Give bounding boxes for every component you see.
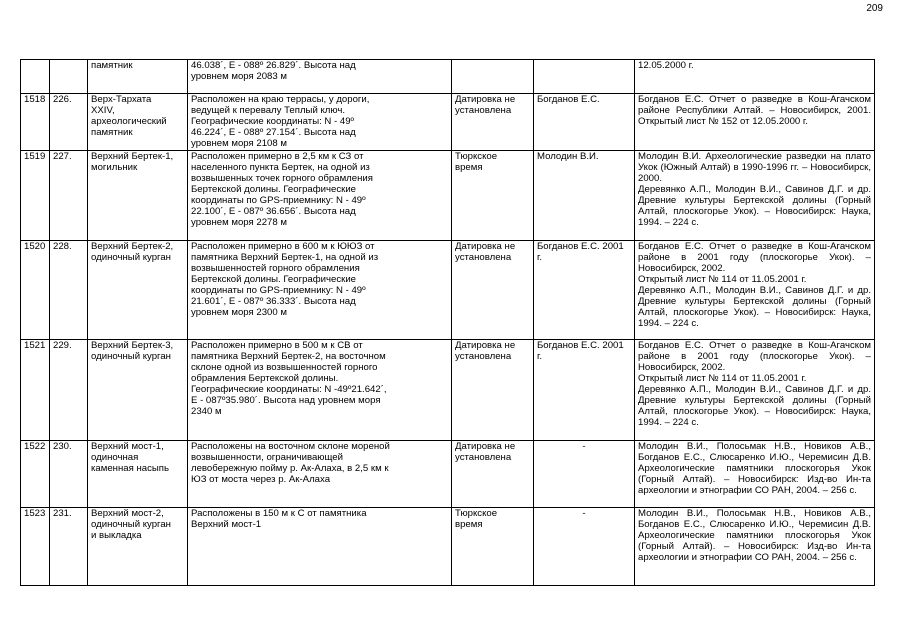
monument-name-cell-line: и выкладка [91,530,142,541]
item-number-cell: 226. [50,94,88,151]
location-description-cell [188,151,452,241]
item-number-cell: 228. [50,241,88,340]
registry-id-cell: 1522 [21,441,50,508]
location-description-cell [188,94,452,151]
table-row [21,241,875,340]
location-description-cell-line: 46.038´, E - 088º 26.829´. Высота над [191,60,356,71]
location-description-cell-line: памятника Верхний Бертек-2, на восточном [191,351,386,362]
author-cell: Богданов Е.С. [534,94,635,151]
monument-name-cell [88,340,188,441]
literature-cell-line: Открытый лист № 114 от 11.05.2001 г. [638,373,807,384]
location-description-cell-line: E - 087º35.980´. Высота над уровнем моря [191,395,381,406]
item-number-cell [50,60,88,94]
monument-name-cell-line: Верхний Бертек-2, [91,241,174,252]
location-description-cell-line: уровнем моря 2300 м [191,307,287,318]
dating-cell-line: Датировка не [455,441,516,452]
location-description-cell-line: возвышенности, ограничивающей [191,452,343,463]
literature-cell-line: Деревянко А.П., Молодин В.И., Савинов Д.Г. и др. Древние культуры Бертекской долины (Горный Алтай, плоскогорье Укок). – Новосибирск: Наука, 1994. – 224 с. [638,184,871,228]
table-row [21,60,875,94]
location-description-cell-line: ЮЗ от моста через р. Ак-Алаха [191,474,331,485]
dating-cell-line: установлена [455,351,512,362]
location-description-cell-line: Бертекской долины. Географические [191,184,357,195]
location-description-cell-line: координаты по GPS-приемнику: N - 49º [191,285,366,296]
monument-name-cell [88,151,188,241]
registry-id-cell: 1523 [21,508,50,586]
location-description-cell-line: Расположен на краю террасы, у дороги, [191,94,370,105]
location-description-cell-line: возвышенных точек горного обрамления [191,173,373,184]
dating-cell [452,340,534,441]
monument-name-cell-line: Верх-Тархата [91,94,152,105]
literature-cell-line: Богданов Е.С. Отчет о разведке в Кош-Агачском районе в 2001 году (плоскогорье Укок). – Новосибирск, 2002. [638,340,871,373]
location-description-cell-line: Расположен примерно в 500 м к СВ от [191,340,363,351]
monument-name-cell-line: Верхний Бертек-3, [91,340,174,351]
literature-cell [635,441,875,508]
location-description-cell-line: населенного пункта Бертек, на одной из [191,162,370,173]
dating-cell-line: Тюркское [455,151,498,162]
dating-cell [452,60,534,94]
item-number-cell: 229. [50,340,88,441]
table-row [21,340,875,441]
item-number-cell: 230. [50,441,88,508]
monument-name-cell-line: Верхний Бертек-1, [91,151,174,162]
monument-name-cell-line: археологический [91,116,167,127]
dating-cell-line: Датировка не [455,340,516,351]
location-description-cell-line: 46.224´, E - 088º 27.154´. Высота над [191,127,356,138]
dating-cell [452,151,534,241]
monument-name-cell-line: могильник [91,162,138,173]
location-description-cell-line: 21.601´, E - 087º 36.333´. Высота над [191,296,356,307]
literature-cell-line: 12.05.2000 г. [638,60,694,71]
location-description-cell [188,441,452,508]
location-description-cell-line: Расположены на восточном склоне мореной [191,441,390,452]
author-cell: Богданов Е.С. 2001 г. [534,241,635,340]
monument-name-cell [88,508,188,586]
location-description-cell-line: Географические координаты: N - 49º [191,116,355,127]
monument-name-cell-line: памятник [91,60,133,71]
location-description-cell-line: Расположен примерно в 2,5 км к СЗ от [191,151,364,162]
author-cell [534,60,635,94]
registry-id-cell: 1520 [21,241,50,340]
dating-cell [452,441,534,508]
location-description-cell-line: обрамления Бертекской долины. [191,373,339,384]
location-description-cell-line: памятника Верхний Бертек-1, на одной из [191,252,379,263]
monument-name-cell-line: Верхний мост-2, [91,508,164,519]
location-description-cell-line: 2340 м [191,406,222,417]
literature-cell [635,151,875,241]
monuments-table [20,59,875,586]
monument-name-cell-line: одиночный курган [91,252,171,263]
monument-name-cell-line: каменная насыпь [91,463,169,474]
registry-id-cell: 1521 [21,340,50,441]
monument-name-cell-line: одиночная [91,452,139,463]
dating-cell-line: время [455,519,483,530]
item-number-cell: 231. [50,508,88,586]
monument-name-cell-line: Верхний мост-1, [91,441,164,452]
monument-name-cell [88,241,188,340]
location-description-cell-line: ведущей к перевалу Теплый ключ. [191,105,346,116]
location-description-cell-line: Расположены в 150 м к С от памятника [191,508,367,519]
literature-cell-line: Деревянко А.П., Молодин В.И., Савинов Д.Г. и др. Древние культуры Бертекской долины (Горный Алтай, плоскогорье Укок). – Новосибирск: Наука, 1994. – 224 с. [638,285,871,329]
table-row [21,94,875,151]
literature-cell [635,340,875,441]
location-description-cell [188,340,452,441]
table-row [21,441,875,508]
registry-id-cell: 1518 [21,94,50,151]
location-description-cell-line: уровнем моря 2278 м [191,217,287,228]
literature-cell [635,94,875,151]
dating-cell-line: установлена [455,252,512,263]
dating-cell [452,241,534,340]
dating-cell [452,508,534,586]
author-cell: - [534,441,635,508]
literature-cell-line: Деревянко А.П., Молодин В.И., Савинов Д.Г. и др. Древние культуры Бертекской долины (Горный Алтай, плоскогорье Укок). – Новосибирск: Наука, 1994. – 224 с. [638,384,871,428]
table-row [21,151,875,241]
location-description-cell [188,241,452,340]
table-row [21,508,875,586]
literature-cell-line: Открытый лист № 114 от 11.05.2001 г. [638,274,807,285]
location-description-cell-line: уровнем моря 2083 м [191,71,287,82]
location-description-cell-line: Расположен примерно в 600 м к ЮЮЗ от [191,241,375,252]
literature-cell [635,241,875,340]
author-cell: - [534,508,635,586]
dating-cell-line: установлена [455,105,512,116]
location-description-cell-line: уровнем моря 2108 м [191,138,287,149]
monument-name-cell-line: одиночный курган [91,351,171,362]
location-description-cell-line: координаты по GPS-приемнику: N - 49º [191,195,366,206]
dating-cell-line: время [455,162,483,173]
literature-cell-line: Богданов Е.С. Отчет о разведке в Кош-Агачском районе в 2001 году (плоскогорье Укок). – Новосибирск, 2002. [638,241,871,274]
location-description-cell-line: Бертекской долины. Географические [191,274,357,285]
location-description-cell [188,60,452,94]
author-cell: Молодин В.И. [534,151,635,241]
location-description-cell-line: возвышенностей горного обрамления [191,263,360,274]
dating-cell-line: Датировка не [455,241,516,252]
literature-cell-line: Молодин В.И. Археологические разведки на плато Укок (Южный Алтай) в 1990-1996 гг. – Новосибирск, 2000. [638,151,871,184]
location-description-cell-line: Географические координаты: N -49º21.642´, [191,384,387,395]
location-description-cell-line: 22.100´, E - 087º 36.656´. Высота над [191,206,356,217]
registry-id-cell [21,60,50,94]
dating-cell-line: установлена [455,452,512,463]
location-description-cell [188,508,452,586]
item-number-cell: 227. [50,151,88,241]
registry-id-cell: 1519 [21,151,50,241]
literature-cell [635,508,875,586]
dating-cell-line: Датировка не [455,94,516,105]
literature-cell-line: Молодин В.И., Полосьмак Н.В., Новиков А.В., Богданов Е.С., Слюсаренко И.Ю., Черемисин Д.В. Археологические памятники плоскогорья Укок (Горный Алтай). – Новосибирск: Изд-во Ин-та археологии и этнографии СО РАН, 2004. – 256 с. [638,441,871,496]
location-description-cell-line: Верхний мост-1 [191,519,262,530]
monument-name-cell-line: памятник [91,127,133,138]
location-description-cell-line: склоне одной из возвышенностей горного [191,362,378,373]
monument-name-cell-line: XXIV, [91,105,115,116]
monument-name-cell [88,94,188,151]
monument-name-cell-line: одиночный курган [91,519,171,530]
literature-cell-line: Богданов Е.С. Отчет о разведке в Кош-Агачском районе Республики Алтай. – Новосибирск, 2001. Открытый лист № 152 от 12.05.2000 г. [638,94,871,127]
dating-cell-line: Тюркское [455,508,498,519]
dating-cell [452,94,534,151]
literature-cell-line: Молодин В.И., Полосьмак Н.В., Новиков А.В., Богданов Е.С., Слюсаренко И.Ю., Черемисин Д.В. Археологические памятники плоскогорья Укок (Горный Алтай). – Новосибирск: Изд-во Ин-та археологии и этнографии СО РАН, 2004. – 256 с. [638,508,871,563]
literature-cell [635,60,875,94]
monument-name-cell [88,441,188,508]
author-cell: Богданов Е.С. 2001 г. [534,340,635,441]
monument-name-cell [88,60,188,94]
page-number: 209 [866,3,883,14]
location-description-cell-line: левобережную пойму р. Ак-Алаха, в 2,5 км к [191,463,389,474]
